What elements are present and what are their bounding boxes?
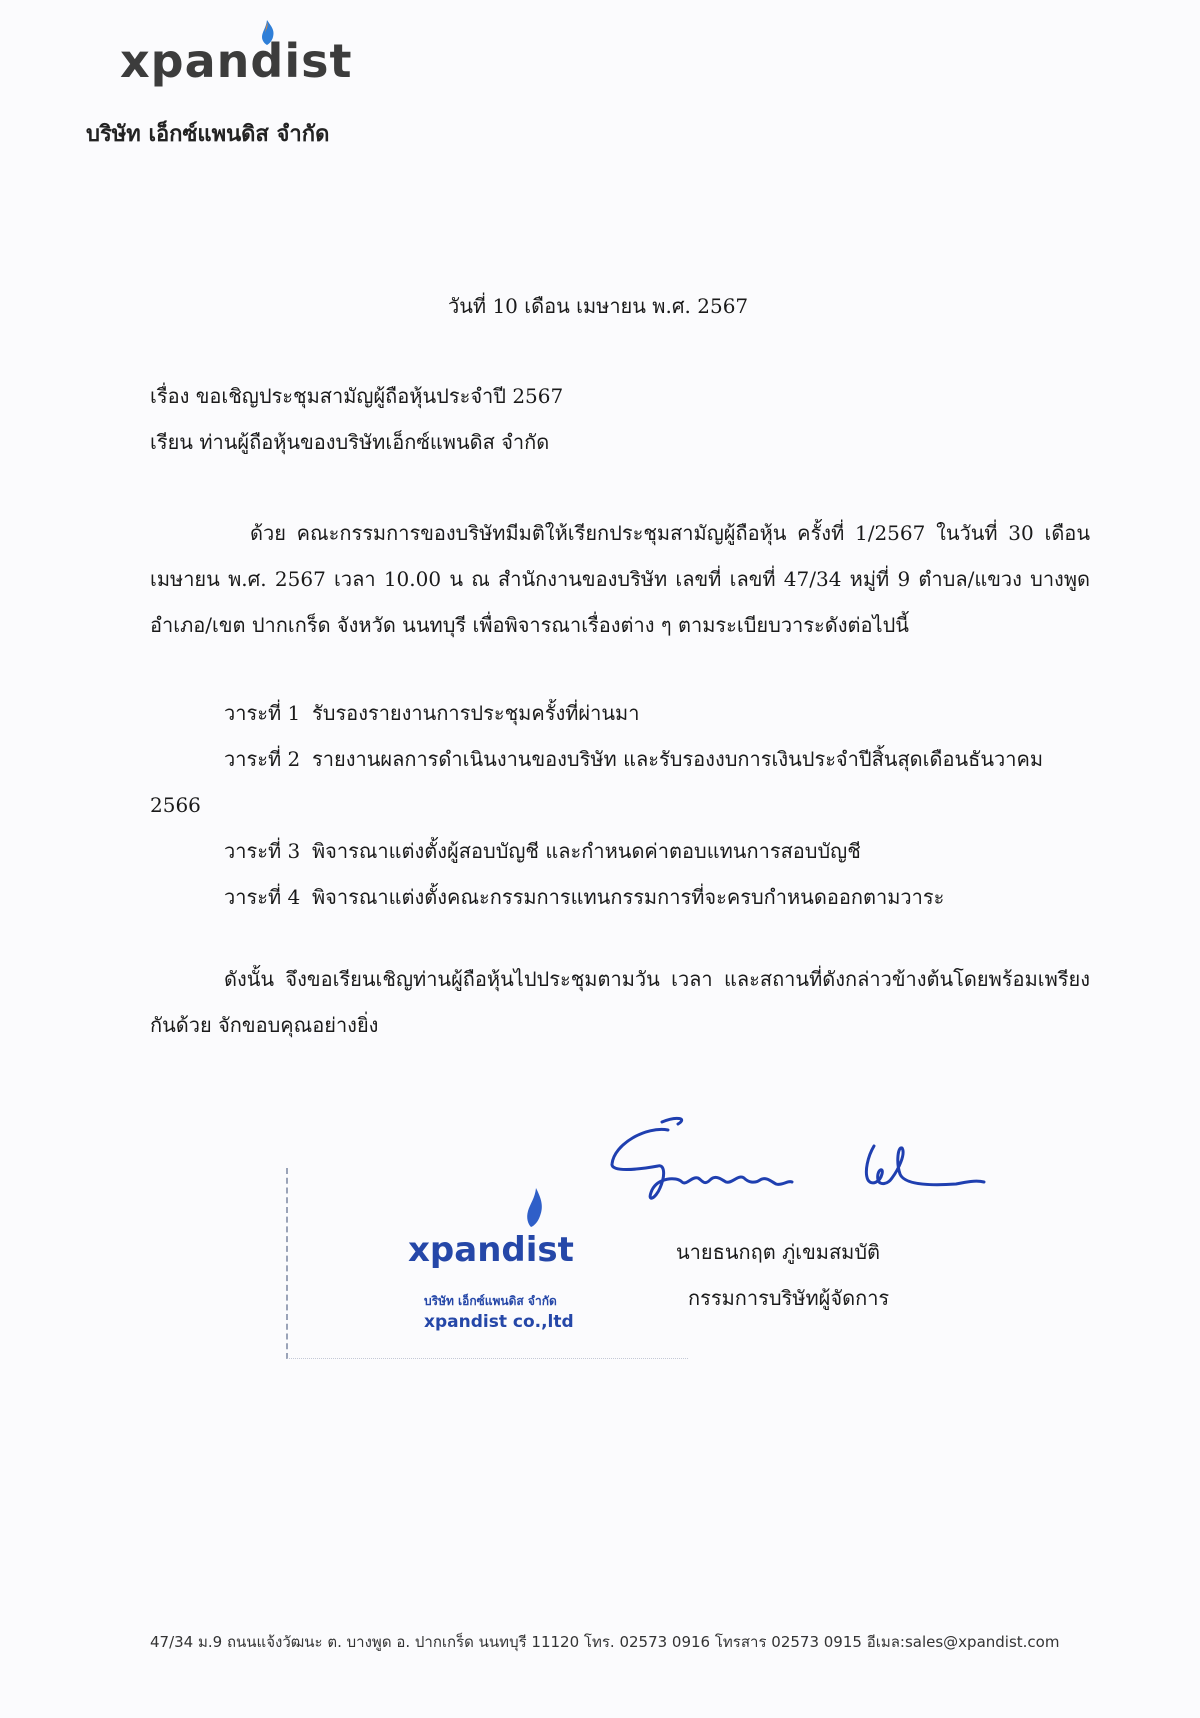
letter-salutation: เรียน ท่านผู้ถือหุ้นของบริษัทเอ็กซ์แพนดิส จำกัด — [150, 430, 550, 454]
signer-name: นายธนกฤต ภู่เขมสมบัติ — [676, 1240, 881, 1264]
agenda-label: วาระที่ 1 — [224, 701, 301, 725]
agenda-item — [150, 690, 1090, 736]
agenda-label: วาระที่ 4 — [224, 885, 301, 909]
flame-icon — [524, 1188, 544, 1228]
stamp-thai-name: บริษัท เอ็กซ์แพนดิส จำกัด — [424, 1294, 557, 1308]
agenda-text: พิจารณาแต่งตั้งผู้สอบบัญชี และกำหนดค่าตอบแทนการสอบบัญชี — [312, 839, 861, 863]
letter-subject: เรื่อง ขอเชิญประชุมสามัญผู้ถือหุ้นประจำปี 2567 — [150, 384, 564, 408]
agenda-text: รับรองรายงานการประชุมครั้งที่ผ่านมา — [312, 701, 640, 725]
agenda-item — [150, 828, 1090, 874]
closing-paragraph: ดังนั้น จึงขอเรียนเชิญท่านผู้ถือหุ้นไปประชุมตามวัน เวลา และสถานที่ดังกล่าวข้างต้นโดยพร้อมเพรียงกันด้วย จักขอบคุณอย่างยิ่ง — [150, 967, 1090, 1037]
agenda-label: วาระที่ 3 — [224, 839, 301, 863]
handwritten-signature — [606, 1112, 996, 1212]
letter-date: วันที่ 10 เดือน เมษายน พ.ศ. 2567 — [448, 294, 749, 318]
agenda-continuation: 2566 — [150, 793, 201, 817]
agenda-label: วาระที่ 2 — [224, 747, 301, 771]
stamp-english-name: xpandist co.,ltd — [424, 1312, 574, 1332]
body-paragraph: ด้วย คณะกรรมการของบริษัทมีมติให้เรียกประชุมสามัญผู้ถือหุ้น ครั้งที่ 1/2567 ในวันที่ 30 เดือน เมษายน พ.ศ. 2567 เวลา 10.00 น ณ สำนักงานของบริษัท เลขที่ เลขที่ 47/34 หมู่ที่ 9 ตำบล/แขวง บางพูด อำเภอ/เขต ปากเกร็ด จังหวัด นนทบุรี เพื่อพิจารณาเรื่องต่าง ๆ ตามระเบียบวาระดังต่อไปนี้ — [150, 521, 1090, 637]
company-logo — [120, 20, 353, 90]
agenda-list — [150, 690, 1090, 920]
footer-address: 47/34 ม.9 ถนนแจ้งวัฒนะ ต. บางพูด อ. ปากเกร็ด นนทบุรี 11120 โทร. 02573 0916 โทรสาร 02573 0915 อีเมล:sales@xpandist.com — [150, 1633, 1060, 1651]
signer-title: กรรมการบริษัทผู้จัดการ — [688, 1286, 890, 1310]
agenda-item — [150, 736, 1090, 782]
agenda-text: รายงานผลการดำเนินงานของบริษัท และรับรองงบการเงินประจำปีสิ้นสุดเดือนธันวาคม — [312, 747, 1044, 771]
company-name: บริษัท เอ็กซ์แพนดิส จำกัด — [86, 122, 330, 147]
agenda-text: พิจารณาแต่งตั้งคณะกรรมการแทนกรรมการที่จะครบกำหนดออกตามวาระ — [312, 885, 945, 909]
agenda-item — [150, 874, 1090, 920]
logo-text: xpandist — [120, 34, 353, 88]
stamp-logo-text: xpandist — [408, 1230, 574, 1270]
